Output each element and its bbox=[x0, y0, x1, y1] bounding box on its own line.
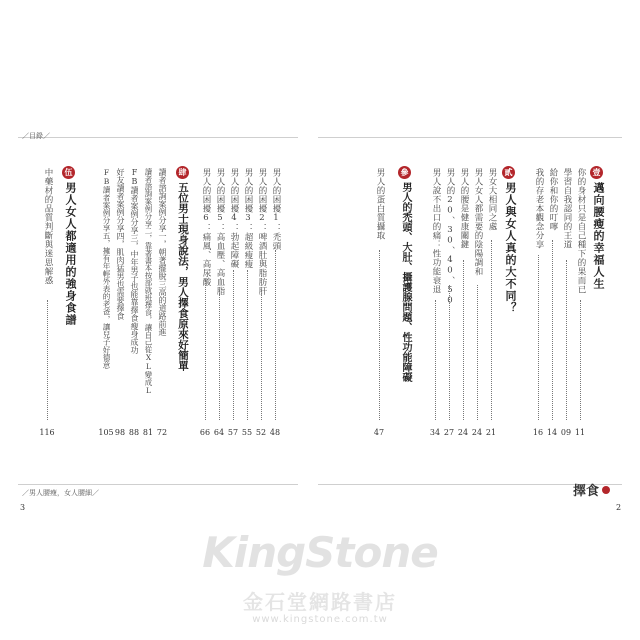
toc-entry[interactable]: 你的身材只是自己種下的果而已 bbox=[576, 168, 586, 294]
brand-dot-icon bbox=[602, 486, 610, 494]
page-number: 27 bbox=[443, 428, 455, 437]
running-footer: ／男人腰瘦，女人腰細／ bbox=[22, 489, 99, 497]
watermark-url: www.kingstone.com.tw bbox=[252, 614, 388, 625]
page-number: 34 bbox=[429, 428, 441, 437]
header-rule-left bbox=[18, 137, 298, 138]
toc-entry[interactable]: 男人的困擾3：超級瘦瘦 bbox=[243, 168, 253, 269]
page-number: 47 bbox=[373, 428, 385, 437]
leader-dots bbox=[247, 270, 248, 420]
running-header: ／目錄／ bbox=[22, 132, 50, 140]
toc-entry[interactable]: 我的存老本觀念分享 bbox=[534, 168, 544, 249]
page-number: 09 bbox=[560, 428, 572, 437]
page-number: 24 bbox=[471, 428, 483, 437]
page-number: 11 bbox=[574, 428, 586, 437]
page-number: 55 bbox=[241, 428, 253, 437]
leader-dots bbox=[580, 300, 581, 420]
chapter-badge-4: 肆 bbox=[176, 166, 189, 179]
toc-entry[interactable]: 男人的腰是健康關鍵 bbox=[459, 168, 469, 249]
toc-entry[interactable]: 男人的困擾2：啤酒肚與脂肪肝 bbox=[257, 168, 267, 296]
page-number: 98 bbox=[114, 428, 126, 437]
chapter-badge-5: 伍 bbox=[62, 166, 75, 179]
leader-dots bbox=[477, 285, 478, 420]
toc-entry[interactable]: 男女大相同之處 bbox=[487, 168, 497, 231]
toc-case-entry[interactable]: FB讀者案例分享三，中年男子也能靠擇食瘦身成功 bbox=[130, 168, 139, 354]
chapter-title-3[interactable]: 男人的禿頭、大肚、攝護腺問題、性功能障礙 bbox=[400, 182, 411, 382]
toc-entry[interactable]: 男人的困擾5：高血壓、高血脂 bbox=[215, 168, 225, 296]
toc-entry[interactable]: 男人女人都需要的陰陽調和 bbox=[473, 168, 483, 276]
page-number: 16 bbox=[532, 428, 544, 437]
toc-entry[interactable]: 學習自我認同的王道 bbox=[562, 168, 572, 249]
leader-dots bbox=[47, 300, 48, 420]
toc-entry[interactable]: 男人的困擾6：痛風、高尿酸 bbox=[201, 168, 211, 287]
leader-dots bbox=[552, 240, 553, 420]
leader-dots bbox=[538, 255, 539, 420]
chapter-title-2[interactable]: 男人與女人真的大不同？ bbox=[504, 182, 517, 314]
page-number: 14 bbox=[546, 428, 558, 437]
leader-dots bbox=[463, 260, 464, 420]
toc-entry[interactable]: 男人的20、30、40、50 bbox=[445, 168, 455, 306]
page-number: 66 bbox=[199, 428, 211, 437]
toc-entry[interactable]: 中藥材的品質判斷與迷思解惑 bbox=[43, 168, 53, 285]
watermark-name: 金石堂網路書店 bbox=[243, 590, 397, 614]
toc-entry[interactable]: 男人的困擾1：禿頭 bbox=[271, 168, 281, 251]
page-number: 64 bbox=[213, 428, 225, 437]
toc-case-entry[interactable]: 讀者諮詢案例分享一，朝著擺脫三高的道路前進 bbox=[158, 168, 167, 336]
header-rule-right bbox=[318, 137, 622, 138]
page-number: 116 bbox=[39, 428, 55, 437]
toc-case-entry[interactable]: 好友讀者案例分享四，肌肉猛男也需要擇食 bbox=[116, 168, 125, 320]
page-number-right: 2 bbox=[616, 503, 622, 512]
toc-entry[interactable]: 給你和你的叮嚀 bbox=[548, 168, 558, 231]
leader-dots bbox=[261, 290, 262, 420]
leader-dots bbox=[379, 250, 380, 420]
leader-dots bbox=[219, 290, 220, 420]
chapter-title-5[interactable]: 男人女人都適用的強身食譜 bbox=[64, 182, 77, 326]
leader-dots bbox=[435, 300, 436, 420]
brand-mark: 擇食 bbox=[573, 484, 600, 499]
page-number: 57 bbox=[227, 428, 239, 437]
leader-dots bbox=[491, 240, 492, 420]
chapter-badge-2: 貳 bbox=[502, 166, 515, 179]
toc-case-entry[interactable]: 讀者諮詢案例分享二，靠著書本按部就班擇食，讓自己從XL變成L bbox=[144, 168, 153, 395]
toc-case-entry[interactable]: FB讀者案例分享五，擁有年輕外表的老爸，讓兒子好德意 bbox=[102, 168, 111, 369]
page-number: 88 bbox=[128, 428, 140, 437]
chapter-title-1[interactable]: 邁向腰瘦的幸福人生 bbox=[592, 182, 605, 290]
page-number: 105 bbox=[98, 428, 114, 437]
page-number: 21 bbox=[485, 428, 497, 437]
page-number: 81 bbox=[142, 428, 154, 437]
toc-entry[interactable]: 男人說不出口的痛：性功能衰退 bbox=[431, 168, 441, 294]
chapter-title-4[interactable]: 五位男士現身說法，男人擇食原來好簡單 bbox=[177, 182, 189, 371]
leader-dots bbox=[275, 250, 276, 420]
page-number: 72 bbox=[156, 428, 168, 437]
chapter-badge-3: 參 bbox=[398, 166, 411, 179]
leader-dots bbox=[205, 280, 206, 420]
toc-entry[interactable]: 男人的蛋白質攝取 bbox=[375, 168, 385, 240]
toc-entry[interactable]: 男人的困擾4：勃起障礙 bbox=[229, 168, 239, 269]
page-number: 52 bbox=[255, 428, 267, 437]
page-number-left: 3 bbox=[20, 503, 26, 512]
watermark-logo: KingStone bbox=[202, 528, 438, 577]
page-number: 24 bbox=[457, 428, 469, 437]
leader-dots bbox=[566, 260, 567, 420]
chapter-badge-1: 壹 bbox=[590, 166, 603, 179]
leader-dots bbox=[233, 270, 234, 420]
page-number: 48 bbox=[269, 428, 281, 437]
footer-rule-left bbox=[18, 484, 298, 485]
leader-dots bbox=[449, 285, 450, 420]
